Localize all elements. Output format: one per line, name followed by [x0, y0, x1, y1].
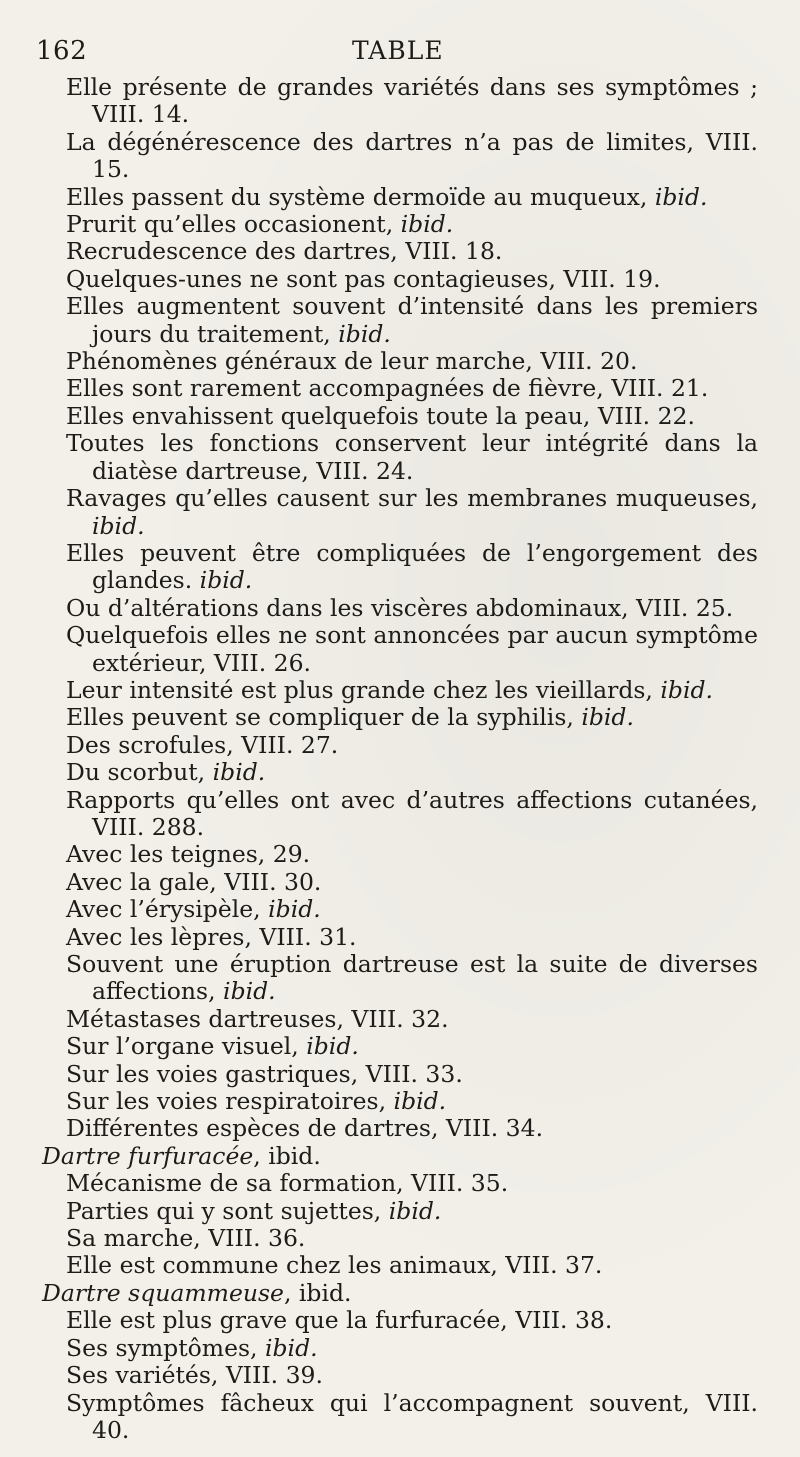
section-ref: , ibid.	[283, 1278, 352, 1307]
entry-ref: ibid.	[388, 1196, 442, 1225]
index-entry	[66, 1088, 758, 1115]
index-entry	[66, 595, 758, 622]
entry-text: Ou d’altérations dans les viscères abdominaux, VIII. 25.	[66, 593, 734, 622]
entry-text: Rapports qu’elles ont avec d’autres affections cutanées, VIII. 288.	[66, 785, 758, 841]
index-entry	[66, 266, 758, 293]
index-entries	[42, 73, 758, 1444]
entry-text: Ravages qu’elles causent sur les membranes muqueuses,	[66, 484, 758, 513]
entry-text: Quelques-unes ne sont pas contagieuses, VIII. 19.	[66, 264, 661, 293]
section-heading	[42, 1280, 758, 1307]
index-entry	[66, 869, 758, 896]
entry-text: Elles sont rarement accompagnées de fièvre, VIII. 21.	[66, 374, 709, 403]
index-entry	[66, 1362, 758, 1389]
entry-ref: ibid.	[400, 210, 454, 239]
entry-text: Des scrofules, VIII. 27.	[66, 730, 339, 759]
entry-text: Elle est commune chez les animaux, VIII. 37.	[66, 1251, 603, 1280]
index-entry	[66, 1225, 758, 1252]
entry-text: Avec les lèpres, VIII. 31.	[66, 922, 357, 951]
index-entry	[66, 293, 758, 348]
index-entry	[66, 1252, 758, 1279]
index-entry	[66, 1006, 758, 1033]
index-entry	[66, 1198, 758, 1225]
entry-ref: ibid.	[660, 675, 713, 704]
entry-text: Elles passent du système dermoïde au muqueux,	[66, 182, 648, 211]
index-entry	[66, 1115, 758, 1142]
entry-text: Phénomènes généraux de leur marche, VIII. 20.	[66, 347, 638, 376]
entry-text: Sa marche, VIII. 36.	[66, 1224, 306, 1253]
running-title: TABLE	[352, 36, 444, 65]
entry-ref: ibid.	[199, 566, 253, 595]
index-entry	[66, 375, 758, 402]
entry-text: Leur intensité est plus grande chez les vieillards,	[66, 675, 653, 704]
index-entry	[66, 622, 758, 677]
entry-text: Symptômes fâcheux qui l’accompagnent souvent, VIII. 40.	[66, 1388, 758, 1444]
index-entry	[66, 1033, 758, 1060]
index-entry	[66, 184, 758, 211]
entry-text: Elles peuvent être compliquées de l’engorgement des glandes.	[66, 538, 758, 595]
entry-text: Toutes les fonctions conservent leur intégrité dans la diatèse dartreuse, VIII. 24.	[66, 429, 758, 485]
entry-text: Elle est plus grave que la furfuracée, VIII. 38.	[66, 1306, 613, 1335]
index-entry	[66, 348, 758, 375]
index-entry	[66, 430, 758, 485]
index-entry	[66, 211, 758, 238]
index-entry	[66, 1390, 758, 1445]
entry-text: Du scorbut,	[66, 758, 206, 787]
entry-ref: ibid.	[654, 182, 708, 211]
entry-text: Métastases dartreuses, VIII. 32.	[66, 1004, 449, 1033]
index-entry	[66, 677, 758, 704]
entry-ref: ibid.	[306, 1032, 359, 1061]
entry-text: Ses symptômes,	[66, 1333, 258, 1362]
entry-text: Quelquefois elles ne sont annoncées par aucun symptôme extérieur, VIII. 26.	[66, 621, 758, 677]
entry-text: Ses variétés, VIII. 39.	[66, 1361, 323, 1390]
index-entry	[66, 951, 758, 1006]
entry-ref: ibid.	[338, 319, 391, 348]
entry-text: Elles peuvent se compliquer de la syphilis,	[66, 703, 574, 732]
index-entry	[66, 1061, 758, 1088]
entry-text: Souvent une éruption dartreuse est la suite de diverses affections,	[66, 950, 758, 1006]
entry-text: Sur les voies respiratoires,	[66, 1087, 387, 1116]
entry-text: Elle présente de grandes variétés dans ses symptômes ; VIII. 14.	[66, 73, 758, 129]
index-entry	[66, 1170, 758, 1197]
section-ref: , ibid.	[253, 1141, 321, 1170]
index-entry	[66, 924, 758, 951]
entry-text: Elles augmentent souvent d’intensité dans les premiers jours du traitement,	[66, 292, 758, 348]
entry-text: La dégénérescence des dartres n’a pas de limites, VIII. 15.	[66, 127, 758, 184]
index-entry	[66, 841, 758, 868]
index-entry	[66, 1335, 758, 1362]
entry-ref: ibid.	[92, 511, 145, 540]
entry-text: Avec les teignes, 29.	[66, 840, 311, 869]
index-entry	[66, 787, 758, 842]
entry-text: Elles envahissent quelquefois toute la peau, VIII. 22.	[66, 401, 695, 430]
entry-ref: ibid.	[212, 758, 266, 787]
index-entry	[66, 74, 758, 129]
page-header	[0, 34, 800, 70]
index-entry	[66, 1307, 758, 1334]
index-entry	[66, 129, 758, 184]
section-title: Dartre furfuracée	[42, 1141, 254, 1170]
entry-text: Différentes espèces de dartres, VIII. 34.	[66, 1114, 544, 1143]
entry-ref: ibid.	[265, 1333, 318, 1362]
entry-text: Recrudescence des dartres, VIII. 18.	[66, 237, 503, 266]
entry-text: Mécanisme de sa formation, VIII. 35.	[66, 1169, 509, 1198]
entry-text: Avec l’érysipèle,	[66, 895, 261, 924]
index-entry	[66, 540, 758, 595]
entry-text: Parties qui y sont sujettes,	[66, 1196, 382, 1225]
index-entry	[66, 732, 758, 759]
entry-ref: ibid.	[223, 977, 276, 1006]
section-title: Dartre squammeuse	[42, 1278, 284, 1307]
entry-ref: ibid.	[393, 1087, 447, 1116]
entry-text: Sur les voies gastriques, VIII. 33.	[66, 1059, 463, 1088]
entry-text: Prurit qu’elles occasionent,	[66, 210, 394, 239]
entry-text: Avec la gale, VIII. 30.	[66, 867, 322, 896]
page-number: 162	[36, 36, 88, 66]
section-heading	[42, 1143, 758, 1170]
entry-text: Sur l’organe visuel,	[66, 1032, 299, 1061]
index-entry	[66, 238, 758, 265]
entry-ref: ibid.	[581, 703, 634, 732]
index-entry	[66, 896, 758, 923]
index-entry	[66, 403, 758, 430]
index-entry	[66, 759, 758, 786]
index-entry	[66, 704, 758, 731]
index-entry	[66, 485, 758, 540]
entry-ref: ibid.	[268, 895, 321, 924]
